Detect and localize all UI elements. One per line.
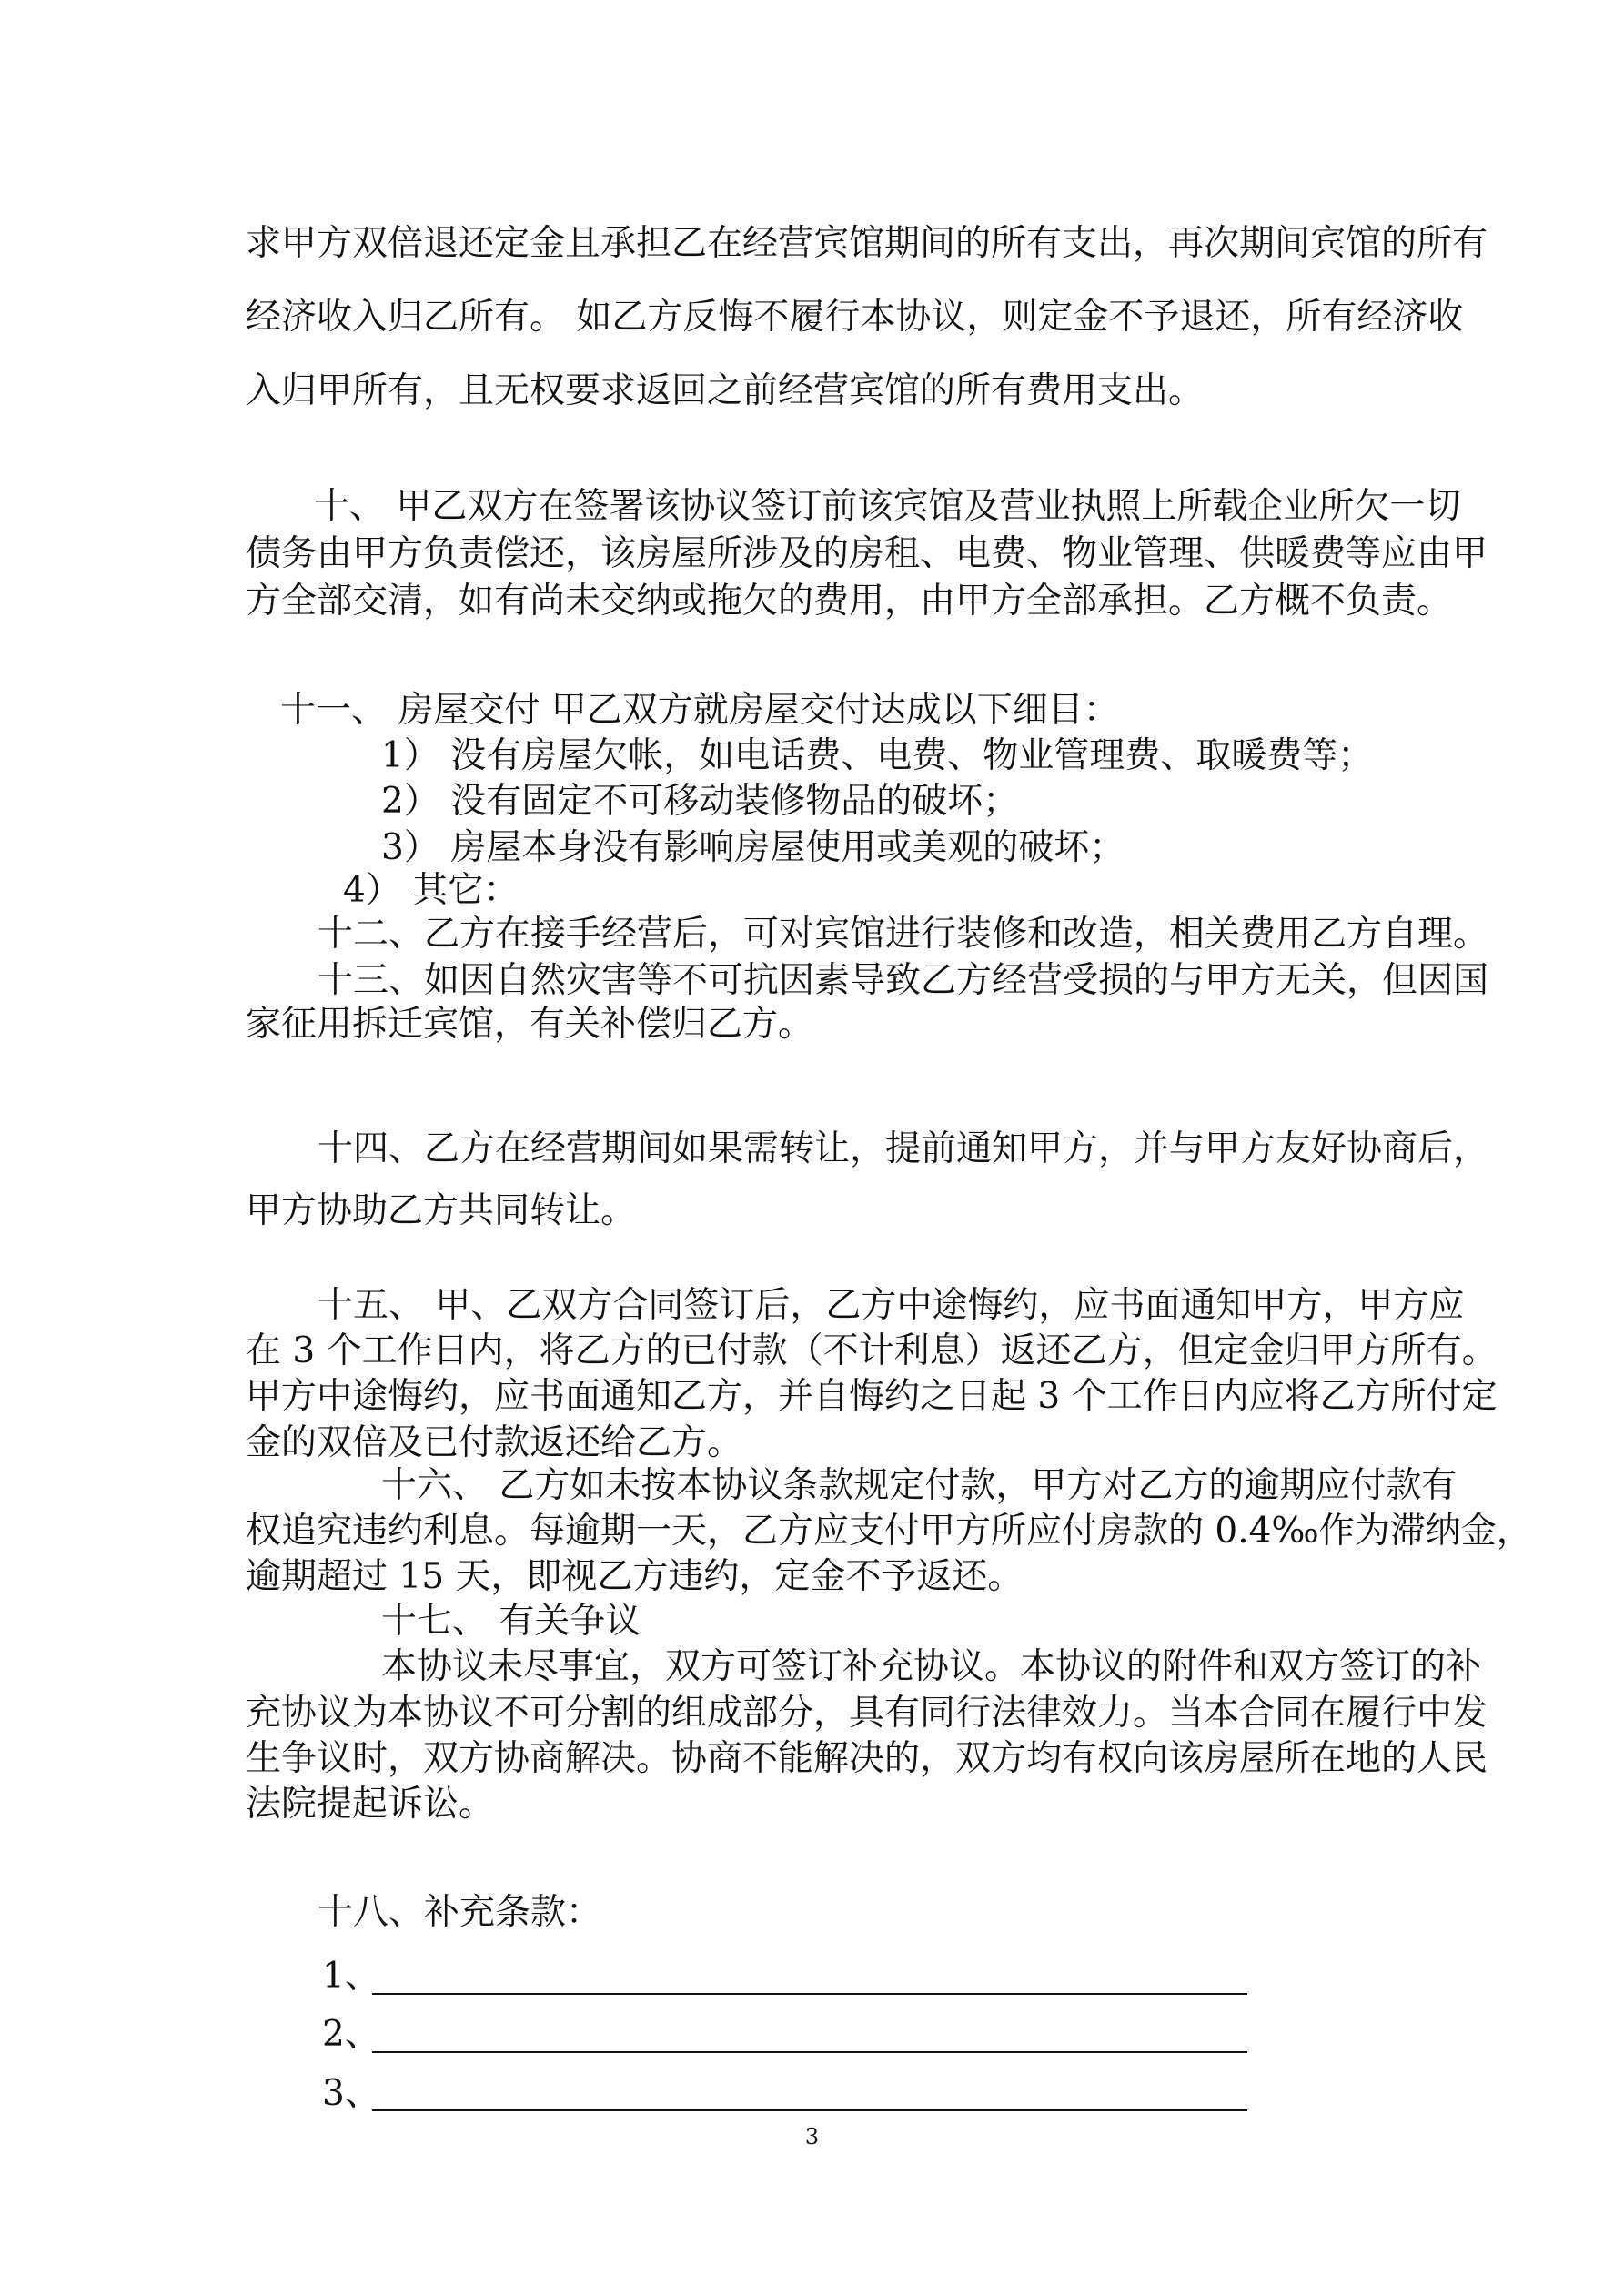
- clause-16-line: 逾期超过 15 天，即视乙方违约，定金不予返还。: [246, 1556, 1024, 1597]
- clause-13-line: 十三、如因自然灾害等不可抗因素导致乙方经营受损的与甲方无关，但因国: [318, 960, 1489, 1001]
- clause-10-line: 债务由甲方负责偿还，该房屋所涉及的房租、电费、物业管理、供暖费等应由甲: [246, 533, 1488, 574]
- clause-17-line: 本协议未尽事宜，双方可签订补充协议。本协议的附件和双方签订的补: [381, 1646, 1482, 1687]
- blank-line-3[interactable]: [372, 2109, 1247, 2111]
- clause-11-heading: 十一、 房屋交付 甲乙双方就房屋交付达成以下细目：: [280, 690, 1119, 731]
- clause-14-line: 甲方协助乙方共同转让。: [246, 1190, 637, 1231]
- clause-15-line: 金的双倍及已付款返还给乙方。: [246, 1422, 743, 1463]
- clause-10-line: 方全部交清，如有尚未交纳或拖欠的费用，由甲方全部承担。乙方概不负责。: [246, 581, 1453, 622]
- blank-line-2[interactable]: [372, 2051, 1247, 2053]
- clause-17-line: 法院提起诉讼。: [246, 1784, 495, 1825]
- clause-12: 十二、乙方在接手经营后，可对宾馆进行装修和改造，相关费用乙方自理。: [318, 914, 1489, 955]
- text-line: 经济收入归乙所有。 如乙方反悔不履行本协议，则定金不予退还，所有经济收: [246, 297, 1464, 338]
- clause-11-item: 3） 房屋本身没有影响房屋使用或美观的破坏；: [381, 827, 1125, 868]
- page-number: 3: [804, 2124, 820, 2149]
- text-line: 求甲方双倍退还定金且承担乙在经营宾馆期间的所有支出，再次期间宾馆的所有: [246, 223, 1488, 264]
- clause-13-line: 家征用拆迁宾馆，有关补偿归乙方。: [246, 1004, 814, 1045]
- blank-line-1[interactable]: [372, 1993, 1247, 1995]
- clause-16-line: 十六、 乙方如未按本协议条款规定付款，甲方对乙方的逾期应付款有: [381, 1465, 1458, 1506]
- clause-15-line: 甲方中途悔约，应书面通知乙方，并自悔约之日起 3 个工作日内应将乙方所付定: [246, 1376, 1498, 1417]
- clause-17-line: 生争议时，双方协商解决。协商不能解决的，双方均有权向该房屋所在地的人民: [246, 1738, 1488, 1779]
- clause-14-line: 十四、乙方在经营期间如果需转让，提前通知甲方，并与甲方友好协商后，: [318, 1128, 1489, 1169]
- text-line: 入归甲所有，且无权要求返回之前经营宾馆的所有费用支出。: [246, 370, 1205, 411]
- clause-17-heading: 十七、 有关争议: [381, 1601, 641, 1642]
- clause-10-line: 十、 甲乙双方在签署该协议签订前该宾馆及营业执照上所载企业所欠一切: [314, 486, 1461, 527]
- clause-11-item: 1） 没有房屋欠帐，如电话费、电费、物业管理费、取暖费等；: [381, 735, 1374, 776]
- clause-16-line: 权追究违约利息。每逾期一天，乙方应支付甲方所应付房款的 0.4‰作为滞纳金，: [246, 1511, 1532, 1552]
- blank-label: 3、: [322, 2073, 380, 2114]
- clause-17-line: 充协议为本协议不可分割的组成部分，具有同行法律效力。当本合同在履行中发: [246, 1693, 1488, 1734]
- clause-11-item: 2） 没有固定不可移动装修物品的破坏；: [381, 781, 1019, 822]
- clause-15-line: 在 3 个工作日内，将乙方的已付款（不计利息）返还乙方，但定金归甲方所有。: [246, 1330, 1498, 1371]
- clause-18-heading: 十八、补充条款：: [318, 1892, 602, 1933]
- clause-11-item: 4） 其它：: [343, 870, 519, 911]
- clause-15-line: 十五、 甲、乙双方合同签订后，乙方中途悔约，应书面通知甲方，甲方应: [318, 1285, 1465, 1326]
- blank-label: 1、: [322, 1956, 380, 1997]
- blank-label: 2、: [322, 2014, 380, 2055]
